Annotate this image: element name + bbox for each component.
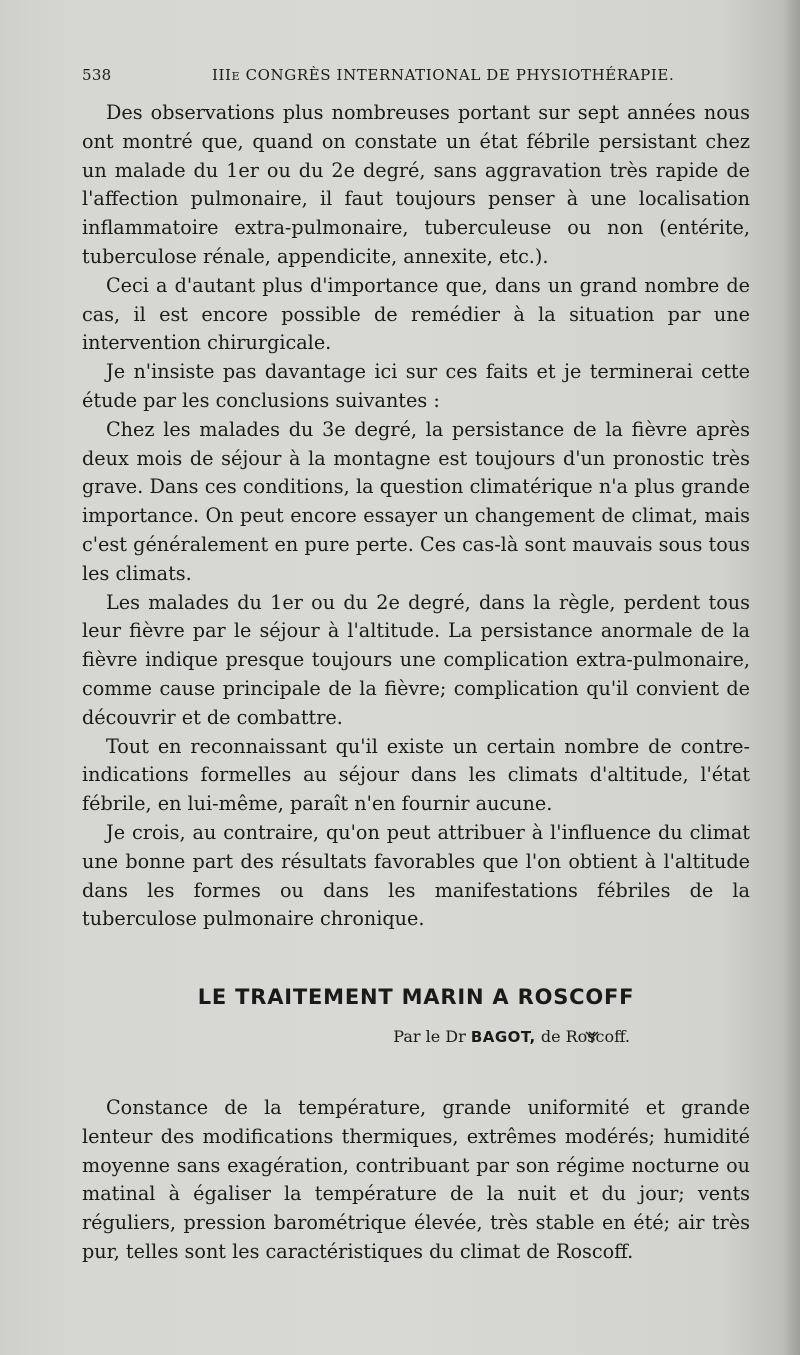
page-number: 538 bbox=[82, 66, 112, 84]
paragraph-first-second-degree: Les malades du 1er ou du 2e degré, dans la règle, perdent tous leur fièvre par le séjour à l'altitude. La persistance anormale de la fièvre indique presque toujours une complication extra-pulmonaire, comme cause principale de la fièvre; complication qu'il convient de découvrir et de combattre. bbox=[82, 590, 750, 729]
page-edge-shadow bbox=[782, 0, 800, 1355]
section-text bbox=[82, 1094, 750, 1267]
paragraph-observations: Des observations plus nombreuses portant sur sept années nous ont montré que, quand on constate un état fébrile persistant chez un malade du 1er ou du 2e degré, sans aggravation très rapide de l'affection pulmonaire, il faut toujours penser à une localisation inflammatoire extra-pulmonaire, tuberculeuse ou non (entérite, tuberculose rénale, appendicite, annexite, etc.). bbox=[82, 101, 750, 268]
section-title: LE TRAITEMENT MARIN A ROSCOFF bbox=[197, 985, 635, 1009]
paragraph-third-degree: Chez les malades du 3e degré, la persistance de la fièvre après deux mois de séjour à la montagne est toujours d'un pronostic très grave. Dans ces conditions, la question climatérique n'a plus grande importance. On peut encore essayer un changement de climat, mais c'est généralement en pure perte. Ces cas-là sont mauvais sous tous les climats. bbox=[82, 417, 750, 585]
byline-suffix: de Roscoff. bbox=[540, 1027, 630, 1046]
body-text bbox=[82, 99, 750, 934]
paragraph-conclusions-intro: Je n'insiste pas davantage ici sur ces faits et je terminerai cette étude par les conclusions suivantes : bbox=[82, 360, 750, 412]
paragraph-roscoff-climate: Constance de la température, grande uniformité et grande lenteur des modifications thermiques, extrêmes modérés; humidité moyenne sans exagération, contribuant par son régime nocturne ou matinal à égaliser la température de la nuit et du jour; vents réguliers, pression barométrique élevée, très stable en été; air très pur, telles sont les caractéristiques du climat de Roscoff. bbox=[82, 1096, 750, 1263]
paragraph-importance: Ceci a d'autant plus d'importance que, dans un grand nombre de cas, il est encore possible de remédier à la situation par une intervention chirurgicale. bbox=[82, 273, 750, 355]
running-head bbox=[82, 66, 750, 92]
paragraph-contraindications: Tout en reconnaissant qu'il existe un certain nombre de contre-indications formelles au séjour dans les climats d'altitude, l'état fébrile, en lui-même, paraît n'en fournir aucune. bbox=[82, 734, 750, 816]
byline-prefix: Par le Dr bbox=[393, 1027, 466, 1046]
byline-author: BAGOT, bbox=[470, 1028, 536, 1046]
paragraph-climate-influence: Je crois, au contraire, qu'on peut attribuer à l'influence du climat une bonne part des résultats favorables que l'on obtient à l'altitude dans les formes ou dans les manifestations fébriles de la tuberculose pulmonaire chronique. bbox=[82, 820, 750, 931]
ornament-icon bbox=[585, 1030, 599, 1044]
running-head-title: IIIe CONGRÈS INTERNATIONAL DE PHYSIOTHÉRAPIE. bbox=[212, 66, 675, 84]
byline bbox=[82, 1027, 750, 1046]
